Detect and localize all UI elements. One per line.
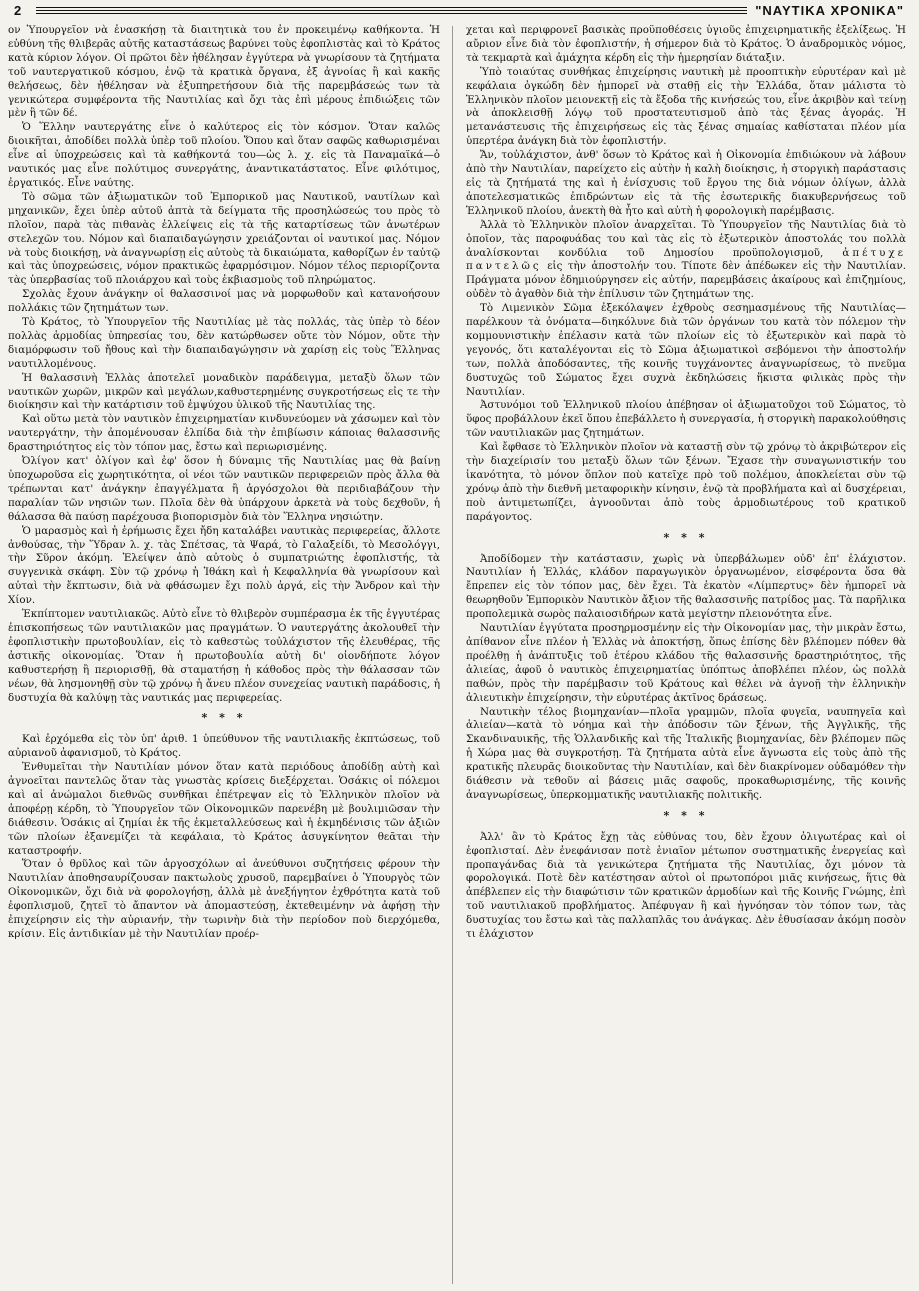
publication-title: "ΝΑΥΤΙΚΑ ΧΡΟΝΙΚΑ": [755, 2, 904, 18]
paragraph: Ὑπὸ τοιαύτας συνθήκας ἐπιχείρησις ναυτικὴ μὲ προοπτικὴν εὐρυτέραν καὶ μὲ κεφάλαια ὀγκώδη δὲν ἠμπορεῖ νὰ σταθῇ εἰς τὴν Ἑλλάδα, ὅταν μάλιστα τὸ Ἑλληνικὸν πλοῖον μειονεκτῇ εἰς τὰ ἔξοδα τῆς κινήσεώς του, εἶνε ἀκριβὸν καὶ τείνῃ νὰ ἀποκλεισθῇ λόγῳ τοῦ προστατευτισμοῦ ἀπὸ τὰς ξένας ἀγοράς. Ἡ μετανάστευσις τῆς ἐπιχειρήσεως εἰς τὰς ξένας σημαίας καθίσταται πλέον μία ὑπερτέρα ἀνάγκη διὰ τὸν ἐφοπλιστήν.: [466, 65, 906, 148]
paragraph: Ἀστυνόμοι τοῦ Ἑλληνικοῦ πλοίου ἀπέβησαν οἱ ἀξιωματοῦχοι τοῦ Σώματος, τὸ ὕφος προβάλλουν ἐκεῖ ὅπου ἐπεβάλλετο ἡ συνεργασία, ἡ στοργικὴ παρακολούθησις τῶν ναυτιλιακῶν μας ζητημάτων.: [466, 399, 906, 440]
emphasized-text: ἀπέτυχε παντελῶς: [466, 246, 906, 273]
paragraph: Καὶ οὕτω μετὰ τὸν ναυτικὸν ἐπιχειρηματίαν κινδυνεύομεν νὰ χάσωμεν καὶ τὸν ναυτεργάτην, τὴν ἀπομένουσαν ἐλπίδα διὰ τὴν ἐπιβίωσιν κάποιας θαλασσινῆς δραστηριότητος εἰς τὸν τόπον μας, ἔστω καὶ περιωρισμένης.: [8, 413, 440, 454]
paragraph: Ὅταν ὁ θρῦλος καὶ τῶν ἀργοσχόλων αἱ ἀνεύθυνοι συζητήσεις φέρουν τὴν Ναυτιλίαν ἀποθησαυρίζουσαν πακτωλοὺς χρυσοῦ, παρεμβαίνει ὁ Ὑπουργὸς τῶν Οἰκονομικῶν, ὄχι διὰ νὰ φορολογήσῃ, ἀλλὰ μὲ ἀνεξήγητον ἐχθρότητα κατὰ τοῦ ἐφοπλισμοῦ, ζητεῖ τὸ ἄπαντον νὰ ἀπομαστεύσῃ, ἐκτεθειμένην νὰ ἀφήσῃ τὴν ἐπιχείρησιν εἰς τὴν αὐριανήν, τὴν τωρινὴν διὰ τὴν περίοδον ποὺ διερχόμεθα, κρίσιν. Εἰς ἀντιδικίαν μὲ τὴν Ναυτιλίαν προέρ-: [8, 858, 440, 940]
paragraph: Ἡ θαλασσινὴ Ἑλλὰς ἀποτελεῖ μοναδικὸν παράδειγμα, μεταξὺ ὅλων τῶν ναυτικῶν χωρῶν, μικρῶν καὶ μεγάλων,καθυστερημένης συγκροτήσεως εἰς τε τὴν διοίκησιν καὶ τὴν κατάρτισιν τοῦ ἐμψύχου ὑλικοῦ τῆς Ναυτιλίας της.: [8, 371, 440, 412]
paragraph: Καὶ ἐρχόμεθα εἰς τὸν ὑπ' ἀριθ. 1 ὑπεύθυνον τῆς ναυτιλιακῆς ἐκπτώσεως, τοῦ αὐριανοῦ ἀφανισμοῦ, τὸ Κράτος.: [8, 733, 440, 760]
paragraph: χεται καὶ περιφρονεῖ βασικὰς προϋποθέσεις ὑγιοῦς ἐπιχειρηματικῆς ἐξελίξεως. Ἡ αὔριον εἶνε διὰ τὸν ἐφοπλιστήν, ἡ σήμερον διὰ τὸ Κράτος. Ὁ ἀναδρομικὸς νόμος, τὰ τεκμαρτὰ καὶ ἀμάχητα κέρδη εἰς τὴν ἡμερησίαν διάταξιν.: [466, 24, 906, 64]
paragraph-text: Ἀλλὰ τὸ Ἑλληνικὸν πλοῖον ἀναρχεῖται. Τὸ Ὑπουργεῖον τῆς Ναυτιλίας διὰ τὸ ὁποῖον, τὰς παροφυάδας του καὶ τὰς εἰς τὸ ἐξωτερικὸν ἀποστολάς του πολλὰ ἀναλίσκονται κονδύλια τοῦ Δημοσίου προϋπολογισμοῦ,: [466, 218, 906, 259]
paragraph: Ὀλίγον κατ' ὀλίγον καὶ ἐφ' ὅσον ἡ δύναμις τῆς Ναυτιλίας μας θὰ βαίνῃ ὑποχωροῦσα εἰς χωρητικότητα, οἱ νέοι τῶν ναυτικῶν περιφερειῶν πρὸς ἄλλα θὰ τρέπωνται κατ' ἀνάγκην ἐπαγγέλματα ἢ ἀργόσχολοι θὰ περιδιαβάζουν τὴν παραλίαν τῶν νησιῶν των. Πλοῖα δὲν θὰ ὑπάρχουν ἀρκετὰ νὰ τοὺς δεχθοῦν, ἡ θάλασσα θὰ παύσῃ παρέχουσα βιοπορισμὸν διὰ τὸν Ἕλληνα νησιώτην.: [8, 455, 440, 523]
paragraph-text: εἰς τὴν ἀποστολήν του. Τίποτε δὲν ἀπέδωκεν εἰς τὴν Ναυτιλίαν. Πράγματα μόνον ἐδημιούργησεν εἰς αὐτήν, παρεμβάσεις ἀκαίρους καὶ ἐπιζημίους, οὐδὲν τὸ ἀγαθὸν διὰ τὴν ἐπίλυσιν τῶν ζητημάτων της.: [466, 260, 906, 301]
page-number: 2: [14, 2, 22, 18]
section-separator: * * *: [663, 808, 709, 822]
page-header: [14, 2, 904, 18]
paragraph: Ἀλλ' ἂν τὸ Κράτος ἔχῃ τὰς εὐθύνας του, δὲν ἔχουν ὀλιγωτέρας καὶ οἱ ἐφοπλισταί. Δὲν ἐνεφάνισαν ποτὲ ἑνιαῖον μέτωπον συστηματικῆς ἐνεργείας καὶ προπαγάνδας διὰ τὰ γενικώτερα ζητήματα τῆς Ναυτιλίας, ὄχι μόνον τὰ φορολογικά. Ποτὲ δὲν κατέστησαν αὐτοὶ οἱ πρωτοπόροι μιᾶς κινήσεως, ἥτις θὰ ἀπέβλεπεν εἰς τὴν διαφώτισιν τῶν κρατικῶν ἁρμοδίων καὶ τῆς Κοινῆς Γνώμης, ἐπὶ τοῦ ναυτιλιακοῦ προβλήματος. Ἀπέφυγαν ἢ καὶ ἠγνόησαν τὸν τόπον των, τὰς δυστυχίας του ἔστω καὶ τὰς παλλαπλᾶς του ἀνάγκας. Δὲν ἐθυσίασαν ἀκόμη ποσὸν τι ἐλάχιστον: [466, 830, 906, 941]
right-column: [466, 24, 906, 1286]
paragraph: Ναυτιλίαν ἐγγύτατα προσηρμοσμένην εἰς τὴν Οἰκονομίαν μας, τὴν μικρὰν ἔστω, ἀπίθανον εἶνε πλέον ἡ Ἑλλὰς νὰ ἀποκτήσῃ, ὅπως ἐπίσης δὲν βλέπομεν πόθεν θὰ προέλθῃ ἡ ἀνάπτυξις τοῦ ἑτέρου κλάδου τῆς θαλασσινῆς δραστηριότητος, τῆς ἁλιείας, ἀφοῦ ὁ ναυτικὸς ἐπιχειρηματίας ὑπόπτως ἀποβλέπει πλέον, ὡς πολλὰ παθών, πρὸς τὴν παρέμβασιν τοῦ Κράτους καὶ θέλει νὰ ἀγνοῇ τὴν ἑλληνικὴν ἁλιευτικὴν ἐπιχείρησιν, τὴν εὐρυτέρας ἀκτῖνος δράσεως.: [466, 622, 906, 704]
paragraph: Ἐκπίπτομεν ναυτιλιακῶς. Αὐτὸ εἶνε τὸ θλιβερὸν συμπέρασμα ἐκ τῆς ἐγγυτέρας ἐπισκοπήσεως τῶν ναυτιλιακῶν μας πραγμάτων. Ὁ ναυτεργάτης ἀκολουθεῖ τὴν ἐφοπλιστικὴν πρωτοβουλίαν, εἰς τὸ καθεστὼς τοὐλάχιστον τῆς ἐλευθέρας, τῆς ἀστικῆς οἰκονομίας. Ὅταν ἡ πρωτοβουλία αὐτὴ δι' οἱονδήποτε λόγον καθυστερήσῃ ἢ περιορισθῇ, θὰ σταματήσῃ ἡ κάθοδος πρὸς τὴν θάλασσαν τῶν νέων, θὰ λησμονηθῇ σὺν τῷ χρόνῳ ἡ ἄνευ πλέον συνεχείας ναυτικὴ παράδοσις, ἡ δυστυχία θὰ καλύψῃ τὰς ναυτικάς μας περιφερείας.: [8, 608, 440, 704]
paragraph: Σχολὰς ἔχουν ἀνάγκην οἱ θαλασσινοί μας νὰ μορφωθοῦν καὶ κατανοήσουν πολλάκις τῶν ζητημάτων των.: [8, 288, 440, 315]
paragraph: Τὸ Κράτος, τὸ Ὑπουργεῖον τῆς Ναυτιλίας μὲ τὰς πολλάς, τὰς ὑπὲρ τὸ δέον πολλὰς ἁρμοδίας ὑπηρεσίας του, δὲν κατώρθωσεν οὔτε τὸν Νόμον, οὔτε τὴν διαμόρφωσιν τοῦ ἤθους καὶ τὴν διαπαιδαγώγησιν νὰ χαρίσῃ εἰς τοὺς Ἕλληνας ναυτιλλομένους.: [8, 316, 440, 370]
paragraph: Ἀποδίδομεν τὴν κατάστασιν, χωρὶς νὰ ὑπερβάλωμεν οὐδ' ἐπ' ἐλάχιστον. Ναυτιλίαν ἡ Ἑλλάς, κλάδον παραγωγικὸν ὀργανωμένον, εἰσφέροντα ὅσα θὰ ἔπρεπεν εἰς τὸν τόπον μας, δὲν ἔχει. Τὰ ἑκατὸν «Λίμπερτυς» δὲν ἠμπορεῖ νὰ θεωρηθοῦν Ἐμπορικὸν Ναυτικὸν ἄξιον τῆς θαλασσινῆς πατρίδος μας. Τὰ παρῆλικα προπολεμικὰ σωρὸς παλαιοσιδήρων κατὰ μεγίστην πλειονότητα εἶνε.: [466, 552, 906, 621]
paragraph: [466, 219, 906, 302]
section-separator: * * *: [663, 530, 709, 544]
paragraph: Ἄν, τοὐλάχιστον, ἀνθ' ὅσων τὸ Κράτος καὶ ἡ Οἰκονομία ἐπιδιώκουν νὰ λάβουν ἀπὸ τὴν Ναυτιλίαν, παρείχετο εἰς αὐτὴν ἡ καλὴ διοίκησις, ἡ στοργικὴ παράστασις εἰς τὰ ζητήματά της καὶ ἡ ἐνίσχυσις τοῦ ἔργου της διὰ νόμων ὀλίγων, ἀλλὰ ἀποτελεσματικῶς ἐπιδρώντων εἰς τὰ τῆς ἐσωτερικῆς διακυβερνήσεως τοῦ Ἑλληνικοῦ πλοίου, ἀνεκτὴ θὰ ἦτο καὶ αὐτὴ ἡ φορολογικὴ παρέμβασις.: [466, 149, 906, 217]
paragraph: Ὁ μαρασμὸς καὶ ἡ ἐρήμωσις ἔχει ἤδη καταλάβει ναυτικὰς περιφερείας, ἄλλοτε ἀνθούσας, τὴν Ὕδραν λ. χ. τὰς Σπέτσας, τὰ Ψαρά, τὸ Γαλαξείδι, τὸ Μεσολόγγι, τὴν Σῦρον ἀκόμη. Ἐλείψεν ἀπὸ αὐτοὺς ὁ συμπατριώτης ἐφοπλιστής, τὰ συγγενικὰ σκάφη. Σὺν τῷ χρόνῳ ἡ Ἰθάκη καὶ ἡ Κεφαλληνία θὰ γνωρίσουν καὶ αὐταὶ τὴν ἔκπτωσιν, διὰ νὰ φθάσωμεν ἔχι πολὺ ἀργά, εἰς τὴν Ἄνδρον καὶ τὴν Χίον.: [8, 524, 440, 607]
section-separator: * * *: [201, 711, 247, 725]
left-column: [8, 24, 440, 1286]
paragraph: Ἐνθυμεῖται τὴν Ναυτιλίαν μόνον ὅταν κατὰ περιόδους ἀποδίδῃ αὐτὴ καὶ ἀγνοεῖται παντελῶς ὅταν τὰς γνωστὰς κρίσεις διεξέρχεται. Ὁσάκις οἱ πόλεμοι καὶ αἱ ἀνώμαλοι διεθνῶς συνθῆκαι ἐπέτρεψαν εἰς τὸ Ἑλληνικὸν πλοῖον νὰ ἀποφέρῃ κέρδη, τὸ Ὑπουργεῖον τῶν Οἰκονομικῶν παρενέβη μὲ βουλιμιῶσαν τὴν διάθεσιν. Ὁσάκις αἱ ζημίαι ἐκ τῆς ἐκμεταλλεύσεως καὶ ἡ ἐκμηδένισις τῶν ἀξιῶν τῶν πλοίων ἐξανεμίζει τὰ κεφάλαια, τὸ Κράτος ἀσυγκίνητον θεᾶται τὴν καταστροφήν.: [8, 761, 440, 857]
column-divider: [452, 26, 453, 1284]
header-rule: [36, 5, 747, 16]
paragraph: Ναυτικὴν τέλος βιομηχανίαν—πλοῖα γραμμῶν, πλοῖα φυγεῖα, ναυπηγεῖα καὶ ἁλιείαν—κατὰ τὸ νόημα καὶ τὴν ἀπόδοσιν τῶν ξένων, τῆς Ἀγγλικῆς, τῆς Σκανδιναυικῆς, τῆς Ὁλλανδικῆς καὶ τῆς Ἰταλικῆς βιομηχανίας, δὲν βλέπομεν πῶς ἡ Χώρα μας θὰ συγκροτήσῃ. Τὰ ζητήματα αὐτὰ εἶνε ἄγνωστα εἰς τοὺς ἀπὸ τῆς κρατικῆς πλευρᾶς διοικοῦντας τὴν Ναυτιλίαν, καὶ δὲν διακρίνομεν οὐδαμόθεν τὴν διάθεσιν νὰ τεθοῦν αἱ βάσεις μιᾶς σαφοῦς, προκαθωρισμένης, τῆς κοινῆς ἀναγνωρίσεως, ὑπερκομματικῆς ναυτιλιακῆς πολιτικῆς.: [466, 705, 906, 801]
paragraph: Τὸ Λιμενικὸν Σῶμα ἐξεκόλαψεν ἐχθροὺς σεσημασμένους τῆς Ναυτιλίας—παρέλκουν τὰ ὀνόματα—διηκόλυνε διὰ τῶν ὀργάνων του κατὰ τὸν πόλεμον τὴν κομμουνιστικὴν ἐπέλασιν κατὰ τῶν πλοίων εἰς τὸ ἐξωτερικὸν καὶ παρὰ τὸ γεγονός, ὅτι καταλέγονται εἰς τὸ Σῶμα ἀξιωματικοὶ σεβόμενοι τὴν ἀποστολήν των, πολλὰ ἀποδόσαντες, τῆς κοινῆς τυγχάνοντες ἀναγνωρίσεως, τὸ πνεῦμα δυστυχῶς τοῦ Σώματος ἔχει συχνὰ ἐκδηλώσεις ἥκιστα φιλικὰς πρὸς τὴν Ναυτιλίαν.: [466, 302, 906, 398]
paragraph: Καὶ ἔφθασε τὸ Ἑλληνικὸν πλοῖον νὰ καταστῇ σὺν τῷ χρόνῳ τὸ ἀκριβώτερον εἰς τὴν διαχείρισίν του μεταξὺ ὅλων τῶν ξένων. Ἔχασε τὴν συναγωνιστικήν του ἱκανότητα, τὸ μόνον ὅπλον ποὺ κατεῖχε πρὸ τοῦ πολέμου, ἀποκλείεται σὺν τῷ χρόνῳ ἀπὸ τὴν διεθνῆ μεταφορικὴν κίνησιν, ἐνῷ τὰ προβλήματα καὶ αἱ δυσχέρειαι, ποὺ ἀντιμετωπίζει, ἀγνοοῦνται ἀπὸ τοὺς ἁρμοδιωτέρους τοῦ κρατικοῦ παράγοντος.: [466, 441, 906, 523]
paragraph: Ὁ Ἕλλην ναυτεργάτης εἶνε ὁ καλύτερος εἰς τὸν κόσμον. Ὅταν καλῶς διοικῆται, ἀποδίδει πολλὰ ὑπὲρ τοῦ πλοίου. Ὅπου καὶ ὅταν σαφῶς καθωρισμέναι εἶνε αἱ ὑποχρεώσεις καὶ τὰ καθήκοντά του—ὡς λ. χ. εἰς τὰ Παναμαϊκά—ὁ ναυτικός μας εἶνε πολύτιμος συνεργάτης, ἀναντικατάστατος. Εἶνε φιλότιμος, ἐργατικός. Εἶνε ναύτης.: [8, 121, 440, 189]
paragraph: ον Ὑπουργεῖον νὰ ἐνασκήσῃ τὰ διαιτητικὰ του ἐν προκειμένῳ καθήκοντα. Ἡ εὐθύνη τῆς θλιβερᾶς αὐτῆς καταστάσεως βαρύνει τοὺς ἐφοπλιστὰς καὶ τὸ Κράτος κατὰ κύριον λόγον. Οἱ πρῶτοι δὲν ἠθέλησαν ἐγγύτερα νὰ γνωρίσουν τὰ ζητήματα τοῦ ναυτεργατικοῦ κόσμου, ἐνῷ τὰ κρατικὰ ὄργανα, ἐξ ἀγνοίας ἢ καὶ κακῆς θελήσεως, δὲν ἠθέλησαν νὰ ἐξυπηρετήσουν διὰ τῆς παρεμβάσεώς των τὰ γενικώτερα συμφέροντα τῆς Ναυτιλίας καὶ ὄχι τὰς ἐπὶ μέρους ἐπιδιώξεις τῶν μὲν ἢ τῶν δέ.: [8, 24, 440, 120]
paragraph: Τὸ σῶμα τῶν ἀξιωματικῶν τοῦ Ἐμπορικοῦ μας Ναυτικοῦ, ναυτίλων καὶ μηχανικῶν, ἔχει ὑπὲρ αὐτοῦ ἀπτὰ τὰ δείγματα τῆς προσηλώσεώς του πρὸς τὸ πλοῖον, παρὰ τὰς πιθανὰς ἐλλείψεις εἰς τὰ τῆς καταρτίσεως τῶν ἀνωτέρων στελεχῶν του. Νόμον καὶ διαπαιδαγώγησιν χρειάζονται οἱ ναυτικοί μας. Νόμον νὰ τοὺς διοικήσῃ, νὰ ἀναγνωρίσῃ εἰς αὐτοὺς τὰ δικαιώματα, καθορίζων ἐν ταὐτῷ καὶ τὰς ὑποχρεώσεις, νόμον πρακτικῶς ἐφαρμόσιμον. Νόμον τέλος περιορίζοντα τὰς ὑπερβασίας τοῦ πλοιάρχου καὶ τοὺς ἐκβιασμοὺς τοῦ πληρώματος.: [8, 190, 440, 287]
